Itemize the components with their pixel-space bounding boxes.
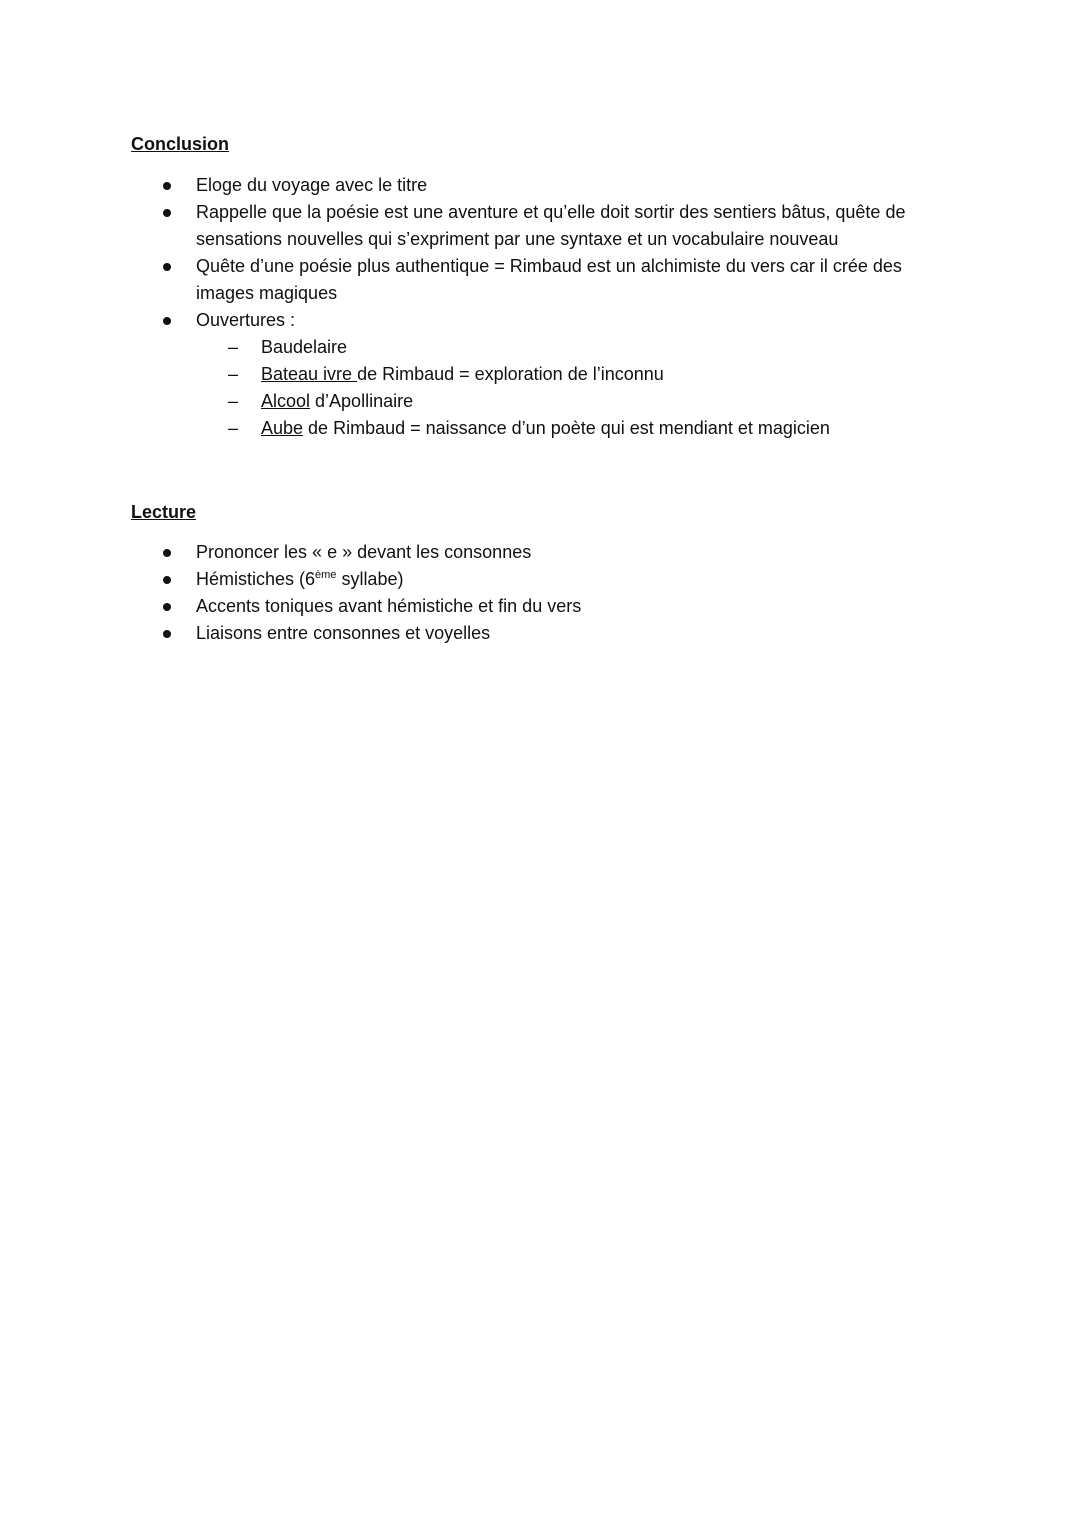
bullet-icon xyxy=(163,603,171,611)
dash-icon: – xyxy=(228,391,239,411)
list-item-text: Baudelaire xyxy=(261,337,348,357)
list-item-text: Hémistiches (6 xyxy=(196,569,316,589)
list-item-text: de Rimbaud = naissance d’un poète qui est mendiant et magicien xyxy=(303,418,830,438)
list-item-text: Ouvertures : xyxy=(196,310,296,330)
list-item-text: de Rimbaud = exploration de l’inconnu xyxy=(357,364,664,384)
dash-icon: – xyxy=(228,364,239,384)
list-item-text: Eloge du voyage avec le titre xyxy=(196,175,428,195)
list-item xyxy=(0,307,936,442)
list-item xyxy=(0,593,936,620)
list-item-text: d’Apollinaire xyxy=(310,391,414,411)
lecture-list xyxy=(0,539,1080,647)
conclusion-heading: Conclusion xyxy=(131,134,229,154)
superscript: ème xyxy=(315,569,337,581)
list-item-text: Rappelle que la poésie est une aventure et qu’elle doit sortir des sentiers bâtus, quête de sensations nouvelles qui s’expriment par une syntaxe et un vocabulaire nouveau xyxy=(196,202,906,249)
bullet-icon xyxy=(163,263,171,271)
list-item xyxy=(0,566,936,593)
ouvertures-list xyxy=(196,334,936,442)
bullet-icon xyxy=(163,576,171,584)
list-item xyxy=(196,361,936,388)
dash-icon: – xyxy=(228,337,239,357)
list-item-text: Accents toniques avant hémistiche et fin du vers xyxy=(196,596,582,616)
list-item-text: Prononcer les « e » devant les consonnes xyxy=(196,542,532,562)
dash-icon: – xyxy=(228,418,239,438)
lecture-heading: Lecture xyxy=(131,502,197,522)
bullet-icon xyxy=(163,630,171,638)
list-item xyxy=(0,620,936,647)
list-item xyxy=(196,334,936,361)
bullet-icon xyxy=(163,549,171,557)
conclusion-list xyxy=(0,172,1080,442)
list-item xyxy=(0,172,936,199)
list-item-text: Quête d’une poésie plus authentique = Rimbaud est un alchimiste du vers car il crée des images magiques xyxy=(196,256,902,303)
bullet-icon xyxy=(163,182,171,190)
list-item xyxy=(0,539,936,566)
work-title: Bateau ivre xyxy=(261,364,358,384)
list-item-text-after: syllabe) xyxy=(336,569,404,589)
list-item-text: Liaisons entre consonnes et voyelles xyxy=(196,623,491,643)
list-item xyxy=(196,388,936,415)
list-item xyxy=(0,199,936,253)
list-item xyxy=(196,415,936,442)
list-item xyxy=(0,253,936,307)
bullet-icon xyxy=(163,317,171,325)
work-title: Aube xyxy=(261,418,304,438)
bullet-icon xyxy=(163,209,171,217)
work-title: Alcool xyxy=(261,391,311,411)
